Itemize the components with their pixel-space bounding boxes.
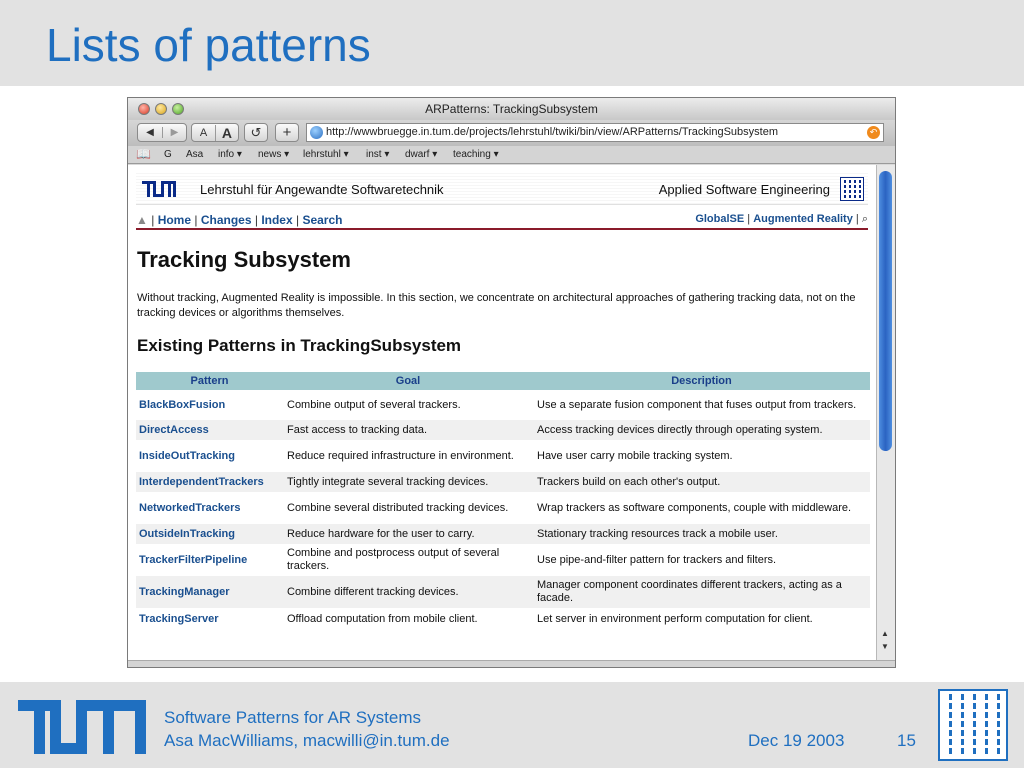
description-cell: Trackers build on each other's output. bbox=[533, 472, 870, 492]
table-row bbox=[136, 440, 870, 472]
intro-paragraph: Without tracking, Augmented Reality is impossible. In this section, we concentrate on architectural approaches of gathering tracking data, not on the tracking devices or algorithms themselves. bbox=[137, 292, 856, 319]
browser-toolbar bbox=[128, 120, 895, 146]
bookmark-news[interactable]: news ▾ bbox=[258, 149, 290, 160]
nav-separator: | bbox=[151, 213, 158, 227]
description-cell: Stationary tracking resources track a mobile user. bbox=[533, 524, 870, 544]
lock-icon: ▲ bbox=[136, 213, 148, 227]
bookmark-asa[interactable]: Asa bbox=[186, 149, 204, 160]
bookmark-g[interactable]: G bbox=[164, 149, 172, 160]
web-content bbox=[128, 165, 876, 660]
snapback-icon[interactable]: ↶ bbox=[867, 126, 880, 139]
bookmark-inst[interactable]: inst ▾ bbox=[366, 149, 390, 160]
tum-logo-small[interactable] bbox=[142, 181, 176, 197]
slide-title-bar bbox=[0, 0, 1024, 86]
bookmark-dwarf[interactable]: dwarf ▾ bbox=[405, 149, 438, 160]
column-header-description[interactable]: Description bbox=[533, 372, 870, 390]
description-cell: Wrap trackers as software components, couple with middleware. bbox=[537, 501, 852, 514]
goal-cell: Combine output of several trackers. bbox=[287, 398, 461, 411]
goal-cell: Combine different tracking devices. bbox=[283, 576, 533, 608]
pattern-link[interactable]: InterdependentTrackers bbox=[136, 472, 283, 492]
pattern-link[interactable]: TrackingManager bbox=[136, 576, 283, 608]
tum-logo bbox=[18, 700, 146, 754]
pattern-link[interactable]: InsideOutTracking bbox=[139, 449, 235, 462]
bookmarks-bar bbox=[128, 146, 895, 164]
globe-icon bbox=[310, 126, 323, 139]
table-row bbox=[136, 390, 870, 420]
nav-search-link[interactable]: Search bbox=[302, 213, 343, 227]
status-bar bbox=[128, 660, 895, 668]
text-smaller-button[interactable]: A bbox=[199, 126, 208, 139]
browser-window bbox=[127, 97, 896, 668]
goal-cell: Combine and postprocess output of several trackers. bbox=[287, 547, 500, 572]
table-row bbox=[136, 492, 870, 524]
nav-home-link[interactable]: Home bbox=[157, 213, 192, 227]
bookmark-teaching[interactable]: teaching ▾ bbox=[453, 149, 499, 160]
nav-separator: | bbox=[744, 213, 754, 225]
add-bookmark-button[interactable]: + bbox=[275, 123, 299, 142]
nav-separator: | bbox=[251, 213, 262, 227]
table-row bbox=[136, 576, 870, 608]
chair-name-english: Applied Software Engineering bbox=[658, 182, 830, 197]
browser-titlebar bbox=[128, 98, 895, 120]
table-row bbox=[136, 524, 870, 544]
goal-cell: Combine several distributed tracking devices. bbox=[287, 501, 509, 514]
table-header-row bbox=[136, 372, 870, 390]
text-bigger-button[interactable]: A bbox=[215, 125, 238, 141]
section-heading: Existing Patterns in TrackingSubsystem bbox=[137, 336, 462, 355]
goal-cell: Reduce hardware for the user to carry. bbox=[283, 524, 533, 544]
forward-button[interactable]: ▶ bbox=[162, 127, 186, 138]
description-cell: Have user carry mobile tracking system. bbox=[537, 449, 733, 462]
column-header-goal[interactable]: Goal bbox=[283, 372, 533, 390]
page-heading: Tracking Subsystem bbox=[137, 247, 351, 272]
augmented-reality-link[interactable]: Augmented Reality bbox=[753, 213, 853, 225]
footer-author: Asa MacWilliams, macwilli@in.tum.de bbox=[164, 731, 450, 750]
pattern-link[interactable]: TrackingServer bbox=[139, 612, 219, 625]
abacus-logo bbox=[938, 689, 1008, 761]
goal-cell: Reduce required infrastructure in environment. bbox=[287, 449, 514, 462]
scroll-down-icon[interactable]: ▼ bbox=[881, 642, 889, 651]
search-icon[interactable]: ⌕ bbox=[861, 213, 868, 225]
back-button[interactable]: ◀ bbox=[146, 127, 154, 138]
nav-index-link[interactable]: Index bbox=[261, 213, 293, 227]
table-row bbox=[136, 472, 870, 492]
pattern-link[interactable]: DirectAccess bbox=[136, 420, 283, 440]
window-title: ARPatterns: TrackingSubsystem bbox=[425, 102, 598, 116]
reload-button[interactable]: ↺ bbox=[244, 123, 268, 142]
nav-separator: | bbox=[191, 213, 201, 227]
footer-date: Dec 19 2003 bbox=[748, 731, 845, 750]
table-row bbox=[136, 608, 870, 630]
address-bar[interactable] bbox=[306, 123, 884, 142]
goal-cell: Offload computation from mobile client. bbox=[287, 612, 478, 625]
footer-page-number: 15 bbox=[897, 731, 916, 750]
description-cell: Manager component coordinates different trackers, acting as a facade. bbox=[533, 576, 870, 608]
description-cell: Access tracking devices directly through operating system. bbox=[533, 420, 870, 440]
slide-footer bbox=[0, 682, 1024, 768]
book-icon[interactable]: 📖 bbox=[136, 147, 151, 161]
bookmark-info[interactable]: info ▾ bbox=[218, 149, 242, 160]
slide-title: Lists of patterns bbox=[46, 19, 371, 71]
chair-name: Lehrstuhl für Angewandte Softwaretechnik bbox=[200, 182, 444, 197]
bookmark-lehrstuhl[interactable]: lehrstuhl ▾ bbox=[303, 149, 349, 160]
web-links bbox=[695, 213, 868, 226]
description-cell: Use a separate fusion component that fuses output from trackers. bbox=[537, 398, 857, 411]
nav-links bbox=[136, 213, 342, 227]
goal-cell: Fast access to tracking data. bbox=[283, 420, 533, 440]
footer-talk-title: Software Patterns for AR Systems bbox=[164, 708, 421, 727]
description-cell: Use pipe-and-filter pattern for trackers and filters. bbox=[537, 553, 777, 566]
vertical-scrollbar[interactable] bbox=[876, 165, 895, 660]
column-header-pattern[interactable]: Pattern bbox=[136, 372, 283, 390]
description-cell: Let server in environment perform computation for client. bbox=[537, 612, 813, 625]
globalse-link[interactable]: GlobalSE bbox=[695, 213, 745, 225]
patterns-table bbox=[136, 372, 870, 630]
site-banner bbox=[136, 173, 868, 205]
pattern-link[interactable]: TrackerFilterPipeline bbox=[139, 553, 248, 566]
table-row bbox=[136, 420, 870, 440]
table-row bbox=[136, 544, 870, 576]
nav-separator: | bbox=[292, 213, 303, 227]
url-text[interactable]: http://wwwbruegge.in.tum.de/projects/lehrstuhl/twiki/bin/view/ARPatterns/TrackingSubsystem bbox=[326, 126, 779, 138]
scrollbar-thumb[interactable] bbox=[879, 171, 892, 451]
wiki-navbar bbox=[136, 212, 868, 230]
pattern-link[interactable]: OutsideInTracking bbox=[136, 524, 283, 544]
back-forward-buttons bbox=[137, 123, 187, 142]
pattern-link[interactable]: NetworkedTrackers bbox=[139, 501, 241, 514]
abacus-logo-small[interactable] bbox=[840, 177, 864, 201]
nav-separator: | bbox=[852, 213, 862, 225]
goal-cell: Tightly integrate several tracking devices. bbox=[283, 472, 533, 492]
nav-changes-link[interactable]: Changes bbox=[200, 213, 252, 227]
pattern-link[interactable]: BlackBoxFusion bbox=[139, 398, 226, 411]
scroll-up-icon[interactable]: ▲ bbox=[881, 629, 889, 638]
text-size-buttons bbox=[191, 123, 239, 142]
